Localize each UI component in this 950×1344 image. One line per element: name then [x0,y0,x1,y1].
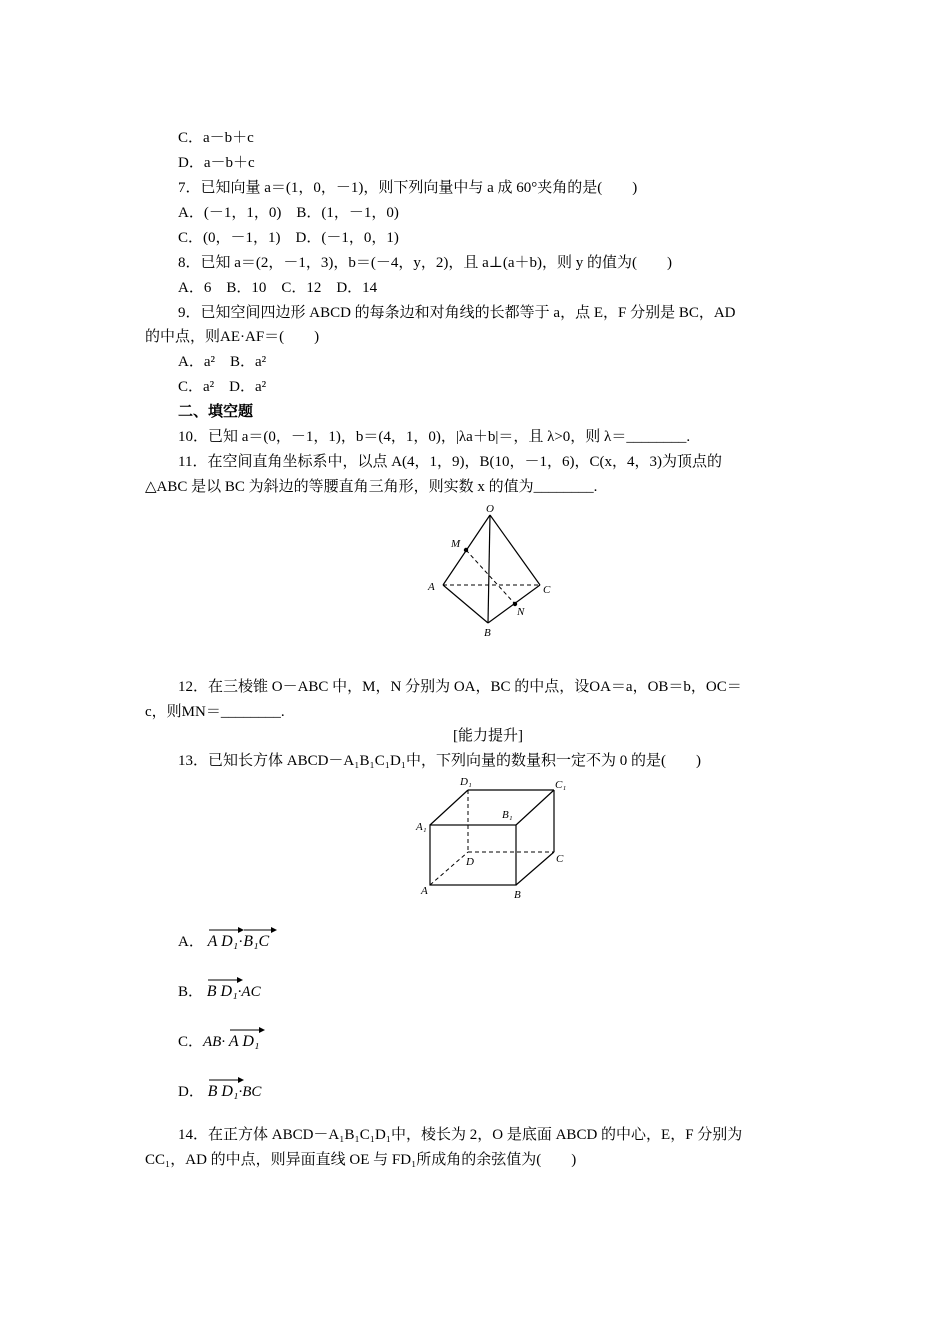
option-b-label: B． [178,984,204,1000]
label-m: M [451,538,461,550]
vector-ad1: A D₁ [208,926,239,952]
vector-arrow-icon [243,926,277,934]
label-c: C [543,584,551,596]
q13-option-d: D． B D₁·BC [178,1076,261,1102]
option-c-label: C． [178,1034,204,1050]
question-14-line1: 14．在正方体 ABCD－A₁B₁C₁D₁中，棱长为 2，O 是底面 ABCD 的中心，E，F 分别为 [178,1127,743,1143]
question-8-options: A．6 B．10 C．12 D．14 [178,280,378,296]
question-9-line1: 9．已知空间四边形 ABCD 的每条边和对角线的长都等于 a，点 E，F 分别是 BC，AD [178,305,736,321]
label-b1: B₁ [502,809,513,821]
option-d: D．a－b＋c [178,155,255,171]
question-12-line1: 12．在三棱锥 O－ABC 中，M，N 分别为 OA，BC 的中点，设OA＝a，OB＝b，OC＝ [178,679,742,695]
vector-arrow-icon [208,926,244,934]
option-d-label: D． [178,1084,204,1100]
question-9-line2: 的中点，则AE·AF＝( ) [145,329,320,345]
question-9-options-ab: A．a² B．a² [178,354,267,370]
section-fill-in-heading: 二、填空题 [178,404,254,420]
label-d: D [466,856,474,868]
question-14-line2: CC₁，AD 的中点，则异面直线 OE 与 FD₁所成角的余弦值为( ) [145,1152,577,1168]
label-o: O [486,503,494,515]
label-d1: D₁ [460,776,472,788]
question-11-line2: △ABC 是以 BC 为斜边的等腰直角三角形，则实数 x 的值为________. [145,479,598,495]
question-9-options-cd: C．a² D．a² [178,379,267,395]
vector-bd1: B D₁ [208,1076,239,1102]
label-c1: C₁ [555,779,567,791]
vector-bd1: B D₁ [207,976,238,1002]
label-b: B [514,889,521,901]
question-7-options-ab: A．(－1，1，0) B．(1，－1，0) [178,205,399,221]
label-b: B [484,627,491,639]
question-12-line2: c，则MN＝________. [145,704,285,720]
vector-arrow-icon [208,1076,244,1084]
question-13: 13．已知长方体 ABCD－A₁B₁C₁D₁中，下列向量的数量积一定不为 0 的是( ) [178,753,702,769]
vector-arrow-icon [229,1026,265,1034]
question-10: 10．已知 a＝(0，－1，1)，b＝(4，1，0)，|λa＋b|＝，且 λ>0，则 λ＝________. [178,429,691,445]
vector-arrow-icon [207,976,243,984]
label-n: N [517,606,525,618]
question-11-line1: 11．在空间直角坐标系中，以点 A(4，1，9)，B(10，－1，6)，C(x，4，3)为顶点的 [178,454,723,470]
q13-option-a: A． A D₁· B₁C [178,926,269,952]
vector-b1c: B₁C [243,926,269,952]
question-7: 7．已知向量 a＝(1，0，－1)，则下列向量中与 a 成 60°夹角的是( ) [178,180,638,196]
label-a1: A₁ [416,821,427,833]
q13-option-c: C．AB· A D₁ [178,1026,259,1052]
question-8: 8．已知 a＝(2，－1，3)，b＝(－4，y，2)，且 a⊥(a＋b)，则 y 的值为( ) [178,255,673,271]
label-a: A [428,581,435,593]
vector-ad1: A D₁ [229,1026,260,1052]
label-a: A [421,885,428,897]
section-ability-heading: [能力提升] [453,728,523,744]
option-a-label: A． [178,934,204,950]
question-7-options-cd: C．(0，－1，1) D．(－1，0，1) [178,230,399,246]
option-c: C．a－b＋c [178,130,254,146]
label-c: C [556,853,564,865]
tetrahedron-figure [420,500,560,640]
q13-option-b: B． B D₁·AC [178,976,261,1002]
cuboid-figure [410,770,570,902]
